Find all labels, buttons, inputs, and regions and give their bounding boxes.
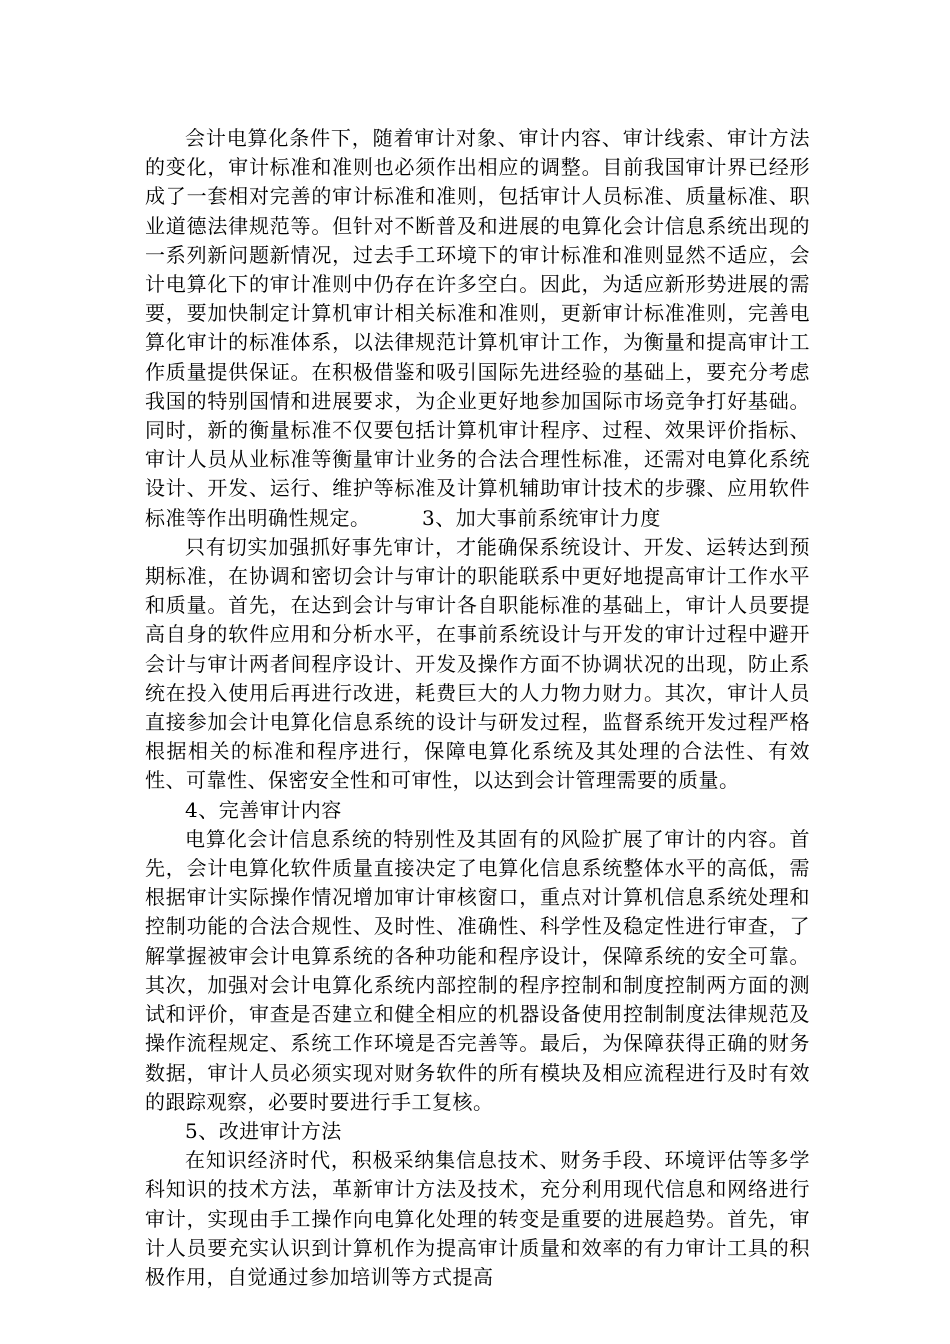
heading-audit-methods: 5、改进审计方法: [185, 1118, 342, 1143]
paragraph-audit-content: 电算化会计信息系统的特别性及其固有的风险扩展了审计的内容。首先，会计电算化软件质量直接决定了电算化信息系统整体水平的高低，需根据审计实际操作情况增加审计审核窗口，重点对计算机信息系统处理和控制功能的合法合规性、及时性、准确性、科学性及稳定性进行审查，了解掌握被审会计电算系统的各种功能和程序设计，保障系统的安全可靠。其次，加强对会计电算化系统内部控制的程序控制和制度控制两方面的测试和评价，审查是否建立和健全相应的机器设备使用控制制度法律规范及操作流程规定、系统工作环境是否完善等。最后，为保障获得正确的财务数据，审计人员必须实现对财务软件的所有模块及相应流程进行及时有效的跟踪观察，必要时要进行手工复核。: [145, 826, 810, 1114]
paragraph-audit-methods: 在知识经济时代，积极采纳集信息技术、财务手段、环境评估等多学科知识的技术方法，革新审计方法及技术，充分利用现代信息和网络进行审计，实现由手工操作向电算化处理的转变是重要的进展趋势。首先，审计人员要充实认识到计算机作为提高审计质量和效率的有力审计工具的积极作用，自觉通过参加培训等方式提高: [145, 1148, 810, 1289]
document-body: [145, 124, 810, 1292]
paragraph-pre-audit: 只有切实加强抓好事先审计，才能确保系统设计、开发、运转达到预期标准，在协调和密切会计与审计的职能联系中更好地提高审计工作水平和质量。首先，在达到会计与审计各自职能标准的基础上，审计人员要提高自身的软件应用和分析水平，在事前系统设计与开发的审计过程中避开会计与审计两者间程序设计、开发及操作方面不协调状况的出现，防止系统在投入使用后再进行改进，耗费巨大的人力物力财力。其次，审计人员直接参加会计电算化信息系统的设计与研发过程，监督系统开发过程严格根据相关的标准和程序进行，保障电算化系统及其处理的合法性、有效性、可靠性、保密安全性和可审性，以达到会计管理需要的质量。: [145, 534, 810, 793]
paragraph-audit-standards: 会计电算化条件下，随着审计对象、审计内容、审计线索、审计方法的变化，审计标准和准则也必须作出相应的调整。目前我国审计界已经形成了一套相对完善的审计标准和准则，包括审计人员标准、质量标准、职业道德法律规范等。但针对不断普及和进展的电算化会计信息系统出现的一系列新问题新情况，过去手工环境下的审计标准和准则显然不适应，会计电算化下的审计准则中仍存在许多空白。因此，为适应新形势进展的需要，要加快制定计算机审计相关标准和准则，更新审计标准准则，完善电算化审计的标准体系，以法律规范计算机审计工作，为衡量和提高审计工作质量提供保证。在积极借鉴和吸引国际先进经验的基础上，要充分考虑我国的特别国情和进展要求，为企业更好地参加国际市场竞争打好基础。同时，新的衡量标准不仅要包括计算机审计程序、过程、效果评价指标、审计人员从业标准等衡量审计业务的合法合理性标准，还需对电算化系统设计、开发、运行、维护等标准及计算机辅助审计技术的步骤、应用软件标准等作出明确性规定。 3、加大事前系统审计力度: [145, 126, 810, 530]
heading-audit-content: 4、完善审计内容: [185, 797, 342, 822]
